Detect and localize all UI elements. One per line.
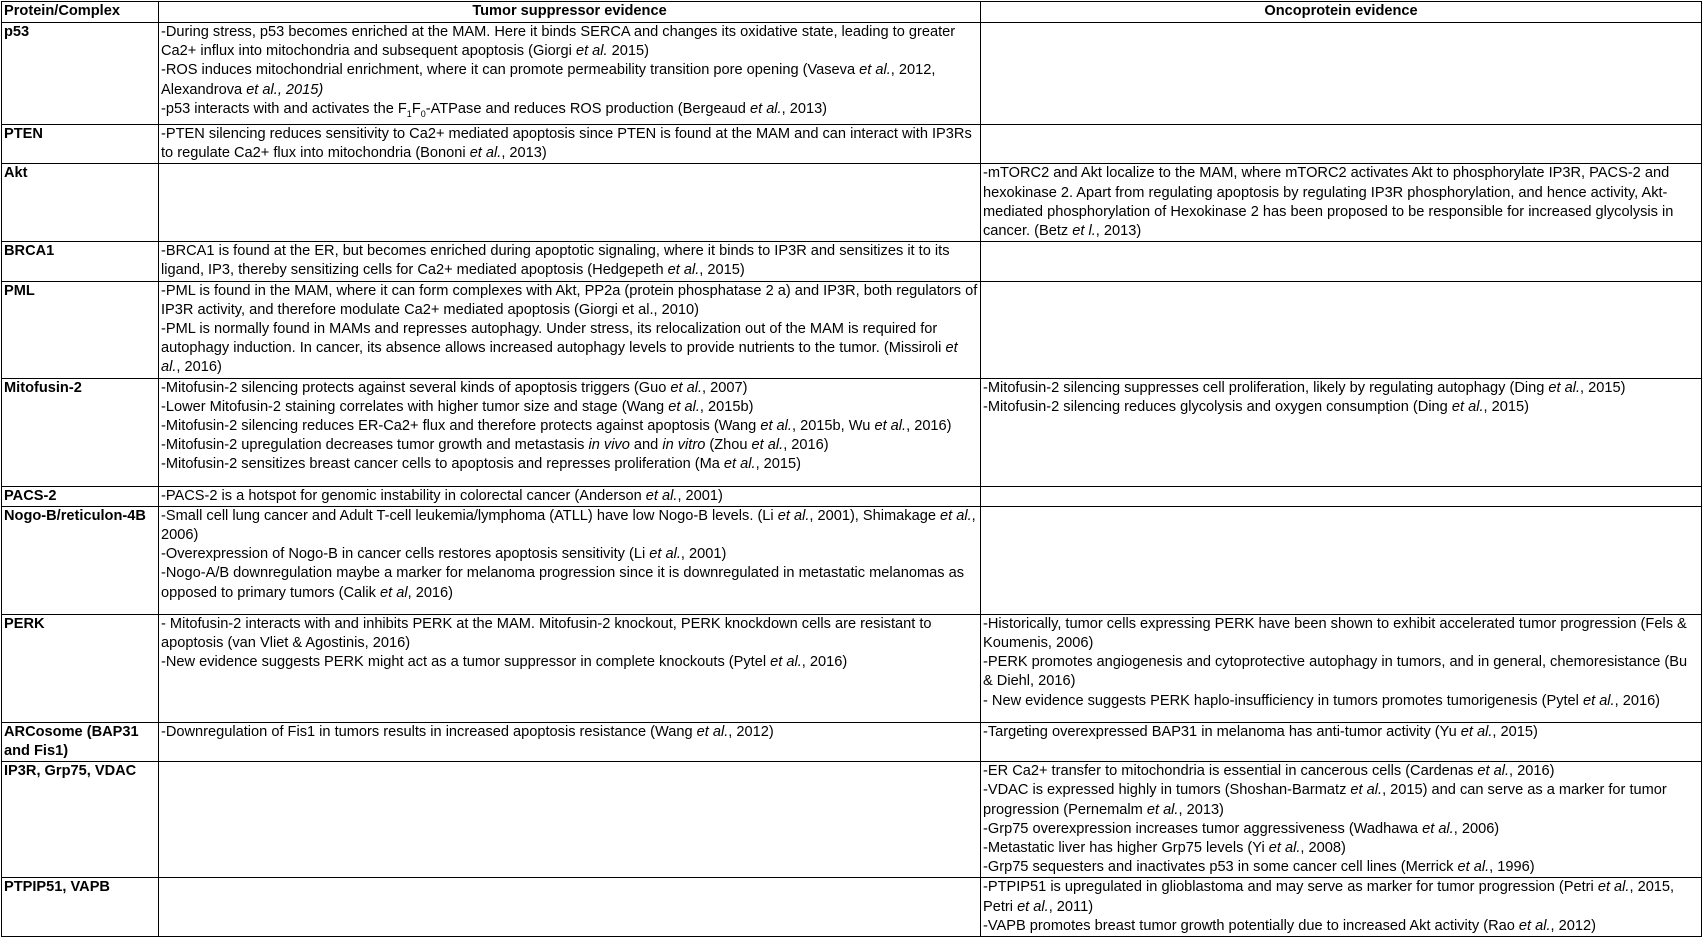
evidence-line: -Historically, tumor cells expressing PERK have been shown to exhibit accelerated tumor progression (Fels & Koumenis, 2006) xyxy=(983,615,1687,651)
protein-name: PML xyxy=(2,281,159,378)
evidence-line: -Mitofusin-2 silencing reduces ER-Ca2+ flux and therefore protects against apoptosis (Wang et al., 2015b, Wu et al., 2016) xyxy=(161,417,952,434)
evidence-line: -During stress, p53 becomes enriched at the MAM. Here it binds SERCA and changes its oxidative state, leading to greater Ca2+ influx into mitochondria and subsequent apoptosis (Giorgi et al. 2015) xyxy=(161,24,956,60)
suppressor-evidence xyxy=(159,878,981,937)
evidence-line: -Nogo-A/B downregulation maybe a marker for melanoma progression since it is downregulated in metastatic melanomas as opposed to primary tumors (Calik et al, 2016) xyxy=(161,565,965,601)
header-protein: Protein/Complex xyxy=(2,2,159,23)
oncoprotein-evidence xyxy=(981,281,1702,378)
evidence-line: -Metastatic liver has higher Grp75 levels (Yi et al., 2008) xyxy=(983,839,1346,856)
evidence-line: -PML is found in the MAM, where it can form complexes with Akt, PP2a (protein phosphatase 2 a) and IP3R, both regulators of IP3R activity, and therefore modulate Ca2+ mediated apoptosis (Giorgi et al., 2010) xyxy=(161,282,978,318)
table-row xyxy=(2,722,1702,761)
suppressor-evidence xyxy=(159,164,981,242)
oncoprotein-evidence xyxy=(981,124,1702,163)
protein-name: IP3R, Grp75, VDAC xyxy=(2,762,159,878)
evidence-line: -Mitofusin-2 upregulation decreases tumor growth and metastasis in vivo and in vitro (Zhou et al., 2016) xyxy=(161,437,829,454)
suppressor-evidence xyxy=(159,242,981,281)
evidence-line: -VDAC is expressed highly in tumors (Shoshan-Barmatz et al., 2015) and can serve as a marker for tumor progression (Pernemalm et al., 2013) xyxy=(983,782,1667,818)
evidence-line: -PERK promotes angiogenesis and cytoprotective autophagy in tumors, and in general, chemoresistance (Bu & Diehl, 2016) xyxy=(983,654,1688,690)
header-oncoprotein: Oncoprotein evidence xyxy=(981,2,1702,23)
oncoprotein-evidence xyxy=(981,878,1702,937)
evidence-line: -mTORC2 and Akt localize to the MAM, where mTORC2 activates Akt to phosphorylate IP3R, PACS-2 and hexokinase 2. Apart from regulating apoptosis by regulating IP3R phosphorylation, and hence activity, Akt-mediated phosphorylation of Hexokinase 2 has been proposed to be responsible for increased glycolysis in cancer. (Betz et l., 2013) xyxy=(983,165,1674,239)
table-row xyxy=(2,23,1702,125)
evidence-line: -Mitofusin-2 silencing reduces glycolysis and oxygen consumption (Ding et al., 2015) xyxy=(983,398,1529,415)
evidence-line: -PML is normally found in MAMs and represses autophagy. Under stress, its relocalization out of the MAM is required for autophagy induction. In cancer, its absence allows increased autophagy levels to provide nutrients to the tumor. (Missiroli et al., 2016) xyxy=(161,320,958,376)
table-row xyxy=(2,878,1702,937)
evidence-line: -Lower Mitofusin-2 staining correlates with higher tumor size and stage (Wang et al., 2015b) xyxy=(161,398,754,415)
protein-name: Nogo-B/reticulon-4B xyxy=(2,506,159,614)
oncoprotein-evidence xyxy=(981,242,1702,281)
oncoprotein-evidence xyxy=(981,23,1702,125)
suppressor-evidence xyxy=(159,722,981,761)
suppressor-evidence xyxy=(159,762,981,878)
oncoprotein-evidence xyxy=(981,378,1702,486)
evidence-line: -PACS-2 is a hotspot for genomic instability in colorectal cancer (Anderson et al., 2001) xyxy=(161,487,723,504)
evidence-line: -New evidence suggests PERK might act as a tumor suppressor in complete knockouts (Pytel et al., 2016) xyxy=(161,654,848,671)
protein-name: Mitofusin-2 xyxy=(2,378,159,486)
table-row xyxy=(2,486,1702,506)
protein-name: PACS-2 xyxy=(2,486,159,506)
evidence-line: -PTEN silencing reduces sensitivity to Ca2+ mediated apoptosis since PTEN is found at the MAM and can interact with IP3Rs to regulate Ca2+ flux into mitochondria (Bononi et al., 2013) xyxy=(161,125,972,162)
evidence-line: -Targeting overexpressed BAP31 in melanoma has anti-tumor activity (Yu et al., 2015) xyxy=(983,723,1538,740)
evidence-line: -Overexpression of Nogo-B in cancer cells restores apoptosis sensitivity (Li et al., 2001) xyxy=(161,546,727,563)
oncoprotein-evidence xyxy=(981,486,1702,506)
suppressor-evidence xyxy=(159,124,981,163)
suppressor-evidence xyxy=(159,281,981,378)
table-row xyxy=(2,614,1702,722)
evidence-table xyxy=(1,1,1702,937)
oncoprotein-evidence xyxy=(981,614,1702,722)
evidence-line: -VAPB promotes breast tumor growth potentially due to increased Akt activity (Rao et al., 2012) xyxy=(983,917,1596,934)
protein-name: ARCosome (BAP31 and Fis1) xyxy=(2,722,159,761)
evidence-line: -Mitofusin-2 silencing protects against several kinds of apoptosis triggers (Guo et al., 2007) xyxy=(161,379,748,396)
protein-name: PERK xyxy=(2,614,159,722)
evidence-line: -Small cell lung cancer and Adult T-cell leukemia/lymphoma (ATLL) have low Nogo-B levels. (Li et al., 2001), Shimakage et al., 2006) xyxy=(161,507,976,543)
suppressor-evidence xyxy=(159,23,981,125)
evidence-line: - Mitofusin-2 interacts with and inhibits PERK at the MAM. Mitofusin-2 knockout, PERK knockdown cells are resistant to apoptosis (van Vliet & Agostinis, 2016) xyxy=(161,615,932,651)
suppressor-evidence xyxy=(159,506,981,614)
table-row xyxy=(2,506,1702,614)
evidence-line: - New evidence suggests PERK haplo-insufficiency in tumors promotes tumorigenesis (Pytel et al., 2016) xyxy=(983,692,1661,709)
evidence-line: -Grp75 overexpression increases tumor aggressiveness (Wadhawa et al., 2006) xyxy=(983,820,1500,837)
evidence-line: -p53 interacts with and activates the $F_1F_0$-ATPase and reduces ROS production (Bergeaud et al., 2013) xyxy=(161,100,828,119)
protein-name: p53 xyxy=(2,23,159,125)
suppressor-evidence xyxy=(159,486,981,506)
table-row xyxy=(2,124,1702,163)
table-row xyxy=(2,281,1702,378)
evidence-line: -Mitofusin-2 sensitizes breast cancer cells to apoptosis and represses proliferation (Ma et al., 2015) xyxy=(161,456,801,473)
protein-name: PTEN xyxy=(2,124,159,163)
evidence-line: -ROS induces mitochondrial enrichment, where it can promote permeability transition pore opening (Vaseva et al., 2012, Alexandrova et al., 2015) xyxy=(161,62,936,98)
oncoprotein-evidence xyxy=(981,506,1702,614)
table-row xyxy=(2,242,1702,281)
evidence-line: -Grp75 sequesters and inactivates p53 in some cancer cell lines (Merrick et al., 1996) xyxy=(983,859,1535,876)
oncoprotein-evidence xyxy=(981,722,1702,761)
table-row xyxy=(2,378,1702,486)
protein-name: BRCA1 xyxy=(2,242,159,281)
evidence-line: -Downregulation of Fis1 in tumors results in increased apoptosis resistance (Wang et al., 2012) xyxy=(161,723,774,740)
suppressor-evidence xyxy=(159,614,981,722)
evidence-line: -ER Ca2+ transfer to mitochondria is essential in cancerous cells (Cardenas et al., 2016) xyxy=(983,763,1555,780)
evidence-line: -BRCA1 is found at the ER, but becomes enriched during apoptotic signaling, where it binds to IP3R and sensitizes it to its ligand, IP3, thereby sensitizing cells for Ca2+ mediated apoptosis (Hedgepeth et al., 2015) xyxy=(161,243,950,279)
evidence-line: -Mitofusin-2 silencing suppresses cell proliferation, likely by regulating autophagy (Ding et al., 2015) xyxy=(983,379,1626,396)
header-row xyxy=(2,2,1702,23)
oncoprotein-evidence xyxy=(981,164,1702,242)
suppressor-evidence xyxy=(159,378,981,486)
protein-name: Akt xyxy=(2,164,159,242)
table-row xyxy=(2,164,1702,242)
header-suppressor: Tumor suppressor evidence xyxy=(159,2,981,23)
protein-name: PTPIP51, VAPB xyxy=(2,878,159,937)
table-row xyxy=(2,762,1702,878)
evidence-line: -PTPIP51 is upregulated in glioblastoma and may serve as marker for tumor progression (Petri et al., 2015, Petri et al., 2011) xyxy=(983,879,1675,915)
oncoprotein-evidence xyxy=(981,762,1702,878)
